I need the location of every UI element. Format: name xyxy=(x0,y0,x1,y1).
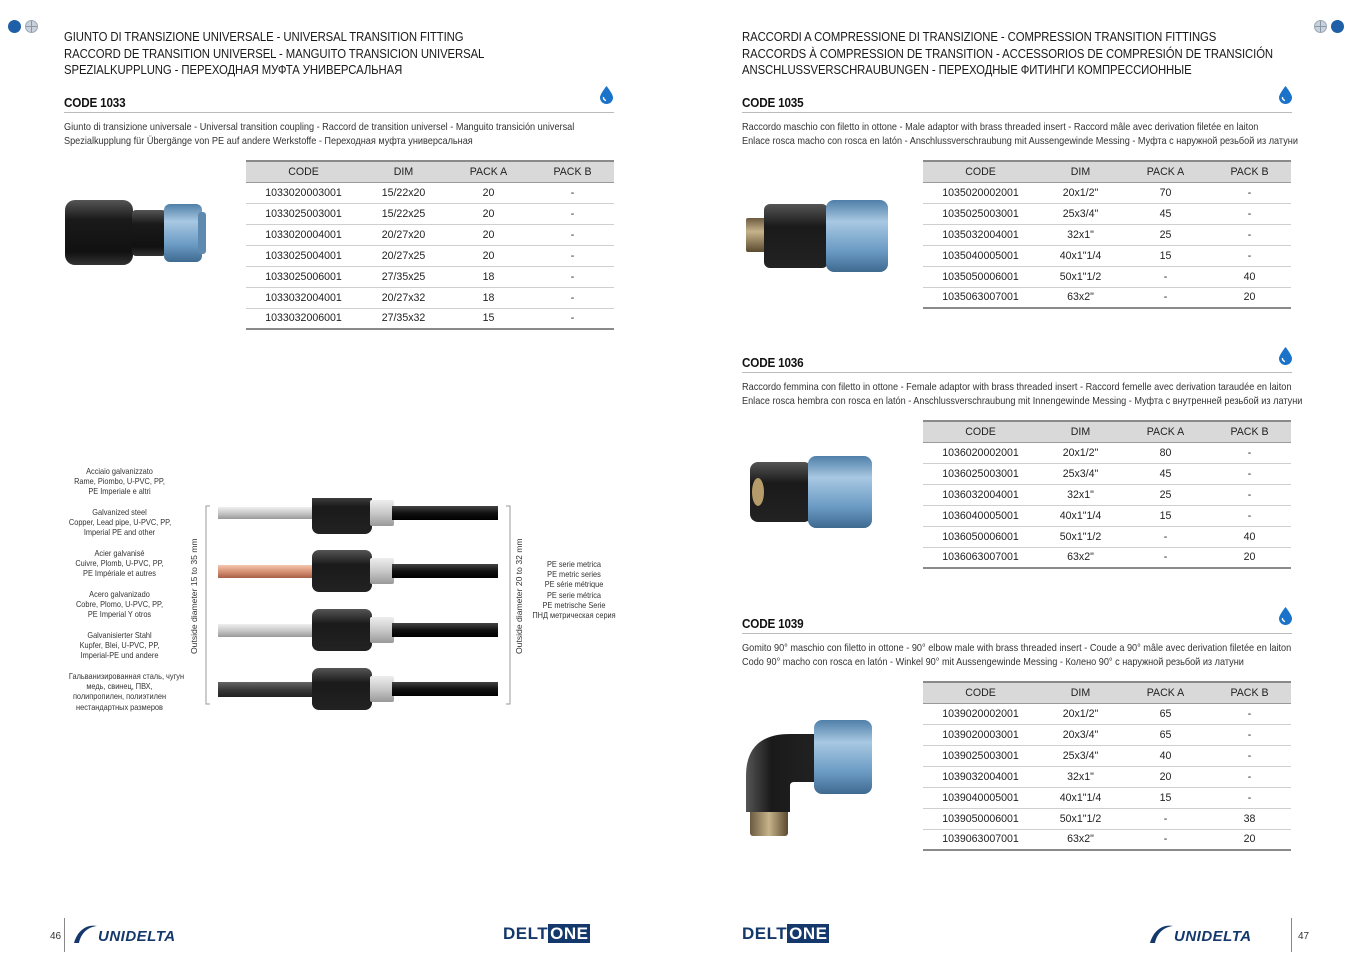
label-line: Imperial-PE und andere xyxy=(80,650,159,661)
table-row xyxy=(923,203,1291,224)
label-line: Rame, Piombo, U-PVC, PP, xyxy=(74,476,165,487)
cell-code: 1036063007001 xyxy=(923,547,1038,568)
cell-code: 1039040005001 xyxy=(923,787,1038,808)
cell-code: 1033020003001 xyxy=(246,182,361,203)
cell-pack-a: 20 xyxy=(446,245,531,266)
label-line: Acero galvanizado xyxy=(89,589,150,599)
section-description xyxy=(742,642,1291,669)
table-row xyxy=(923,724,1291,745)
section-rule xyxy=(742,112,1292,113)
section-rule xyxy=(742,372,1292,373)
left-axis-label: Outside diameter 15 to 35 mm xyxy=(189,538,199,654)
table-row xyxy=(246,245,614,266)
cell-pack-a: 15 xyxy=(1123,245,1208,266)
cell-dim: 40x1"1/4 xyxy=(1038,505,1123,526)
cell-code: 1039025003001 xyxy=(923,745,1038,766)
cell-pack-b: 38 xyxy=(1208,808,1291,829)
cell-pack-a: 45 xyxy=(1123,203,1208,224)
section-description xyxy=(742,381,1302,408)
label-line: медь, свинец, ПВХ, xyxy=(86,681,153,692)
header-line: RACCORDI A COMPRESSIONE DI TRANSIZIONE - COMPRESSION TRANSITION FITTINGS xyxy=(742,30,1217,44)
product-table-1035 xyxy=(923,160,1291,309)
table-row xyxy=(923,182,1291,203)
pipe-row-steel xyxy=(218,498,498,534)
cell-pack-a: 15 xyxy=(446,308,531,329)
cell-pack-b: - xyxy=(1208,463,1291,484)
cell-pack-b: - xyxy=(1208,745,1291,766)
table-row xyxy=(923,829,1291,850)
water-drop-icon xyxy=(1279,607,1292,625)
deltone-logo xyxy=(503,924,590,944)
label-line: Kupfer, Blei, U-PVC, PP, xyxy=(79,640,160,651)
material-label xyxy=(68,671,185,712)
water-drop-icon xyxy=(1279,347,1292,365)
globe-icon xyxy=(1314,20,1327,33)
table-header-row xyxy=(923,682,1291,703)
cell-code: 1033025004001 xyxy=(246,245,361,266)
cell-code: 1033025003001 xyxy=(246,203,361,224)
blue-dot-icon xyxy=(1331,20,1344,33)
page-number: 47 xyxy=(1298,931,1310,942)
table-row xyxy=(923,505,1291,526)
right-axis-label: Outside diameter 20 to 32 mm xyxy=(514,538,524,654)
table-row xyxy=(923,547,1291,568)
female-adaptor-1036-photo xyxy=(744,452,884,532)
section-title: CODE 1039 xyxy=(742,616,804,631)
table-row xyxy=(923,484,1291,505)
pipe-row-pe xyxy=(218,668,498,710)
cell-pack-a: 65 xyxy=(1123,703,1208,724)
cell-pack-a: 18 xyxy=(446,266,531,287)
cell-pack-b: - xyxy=(1208,203,1291,224)
cell-pack-b: - xyxy=(1208,766,1291,787)
table-row xyxy=(923,745,1291,766)
page-header xyxy=(64,29,484,79)
header-line: GIUNTO DI TRANSIZIONE UNIVERSALE - UNIVERSAL TRANSITION FITTING xyxy=(64,30,464,44)
cell-dim: 63x2" xyxy=(1038,287,1123,308)
cell-pack-b: 20 xyxy=(1208,287,1291,308)
cell-dim: 25x3/4" xyxy=(1038,463,1123,484)
table-row xyxy=(923,703,1291,724)
column-header: PACK B xyxy=(1208,682,1291,703)
footer-divider xyxy=(1291,918,1292,952)
cell-pack-b: - xyxy=(1208,505,1291,526)
column-header: PACK A xyxy=(1123,161,1208,182)
blue-dot-icon xyxy=(8,20,21,33)
cell-pack-b: - xyxy=(531,203,614,224)
section-title: CODE 1035 xyxy=(742,95,804,110)
cell-pack-a: 45 xyxy=(1123,463,1208,484)
cell-code: 1035025003001 xyxy=(923,203,1038,224)
header-line: ANSCHLUSSVERSCHRAUBUNGEN - ПЕРЕХОДНЫЕ ФИТИНГИ КОМПРЕССИОННЫЕ xyxy=(742,63,1192,77)
cell-dim: 40x1"1/4 xyxy=(1038,245,1123,266)
cell-code: 1035040005001 xyxy=(923,245,1038,266)
cell-dim: 63x2" xyxy=(1038,547,1123,568)
unidelta-logo xyxy=(1148,923,1252,945)
table-row xyxy=(923,266,1291,287)
label-line: Imperial PE and other xyxy=(83,527,156,538)
label-line: полипропилен, полиэтилен xyxy=(72,691,167,702)
deltone-wordmark-b: ONE xyxy=(789,924,828,943)
cell-dim: 20/27x25 xyxy=(361,245,446,266)
material-label xyxy=(69,589,170,620)
label-line: PE Imperial Y otros xyxy=(87,609,152,620)
pipe-connections-illustration xyxy=(200,498,520,713)
table-row xyxy=(923,766,1291,787)
cell-code: 1036050006001 xyxy=(923,526,1038,547)
page-header xyxy=(742,29,1273,79)
column-header: PACK B xyxy=(1208,161,1291,182)
table-row xyxy=(923,808,1291,829)
cell-pack-b: - xyxy=(1208,484,1291,505)
cell-pack-a: 20 xyxy=(1123,766,1208,787)
table-row xyxy=(923,442,1291,463)
cell-dim: 50x1"1/2 xyxy=(1038,266,1123,287)
table-row xyxy=(246,266,614,287)
unidelta-swoosh-icon xyxy=(1148,923,1174,945)
label-line: Copper, Lead pipe, U-PVC, PP, xyxy=(68,517,172,528)
unidelta-swoosh-icon xyxy=(72,923,98,945)
column-header: CODE xyxy=(923,161,1038,182)
cell-pack-a: 40 xyxy=(1123,745,1208,766)
cell-dim: 15/22x25 xyxy=(361,203,446,224)
label-line: Galvanized steel xyxy=(92,507,147,517)
table-row xyxy=(246,287,614,308)
cell-code: 1036025003001 xyxy=(923,463,1038,484)
cell-pack-b: - xyxy=(1208,224,1291,245)
material-label xyxy=(69,630,170,661)
cell-pack-b: - xyxy=(531,266,614,287)
cell-dim: 27/35x25 xyxy=(361,266,446,287)
column-header: DIM xyxy=(361,161,446,182)
label-line: Cuivre, Plomb, U-PVC, PP, xyxy=(75,558,164,569)
table-header-row xyxy=(246,161,614,182)
globe-icon xyxy=(25,20,38,33)
cell-code: 1039032004001 xyxy=(923,766,1038,787)
unidelta-wordmark: UNIDELTA xyxy=(98,928,176,945)
cell-dim: 50x1"1/2 xyxy=(1038,808,1123,829)
section-title: CODE 1033 xyxy=(64,95,126,110)
page-number: 46 xyxy=(50,931,62,942)
label-line: ПНД метрическая серия xyxy=(532,610,616,621)
cell-dim: 20/27x20 xyxy=(361,224,446,245)
cell-pack-b: 40 xyxy=(1208,526,1291,547)
table-row xyxy=(246,308,614,329)
cell-code: 1039063007001 xyxy=(923,829,1038,850)
cell-dim: 50x1"1/2 xyxy=(1038,526,1123,547)
elbow-1039-photo xyxy=(742,716,872,841)
cell-code: 1039020003001 xyxy=(923,724,1038,745)
section-rule xyxy=(742,633,1292,634)
table-row xyxy=(923,287,1291,308)
cell-dim: 32x1" xyxy=(1038,484,1123,505)
cell-dim: 25x3/4" xyxy=(1038,745,1123,766)
cell-pack-a: 15 xyxy=(1123,505,1208,526)
cell-code: 1039020002001 xyxy=(923,703,1038,724)
unidelta-wordmark: UNIDELTA xyxy=(1174,928,1252,945)
header-line: SPEZIALKUPPLUNG - ПЕРЕХОДНАЯ МУФТА УНИВЕРСАЛЬНАЯ xyxy=(64,63,403,77)
cell-pack-b: - xyxy=(531,224,614,245)
cell-dim: 15/22x20 xyxy=(361,182,446,203)
cell-pack-b: - xyxy=(1208,245,1291,266)
cell-dim: 40x1"1/4 xyxy=(1038,787,1123,808)
desc-line: Raccordo maschio con filetto in ottone - Male adaptor with brass threaded insert - Raccord mâle avec derivation filetée en laiton xyxy=(742,122,1259,133)
table-row xyxy=(246,182,614,203)
desc-line: Raccordo femmina con filetto in ottone - Female adaptor with brass threaded insert - Raccord femelle avec derivation taraudée en laiton xyxy=(742,382,1292,393)
cell-dim: 25x3/4" xyxy=(1038,203,1123,224)
cell-code: 1035050006001 xyxy=(923,266,1038,287)
cell-dim: 20/27x32 xyxy=(361,287,446,308)
table-row xyxy=(923,463,1291,484)
cell-pack-b: - xyxy=(531,308,614,329)
cell-pack-b: 40 xyxy=(1208,266,1291,287)
male-adaptor-1035-photo xyxy=(744,196,896,276)
deltone-wordmark-b: ONE xyxy=(550,924,589,943)
desc-line: Enlace rosca macho con rosca en latón - Anschlussverschraubung mit Aussengewinde Messing - Муфта с наружной резьбой из латуни xyxy=(742,135,1298,147)
label-line: PE série métrique xyxy=(544,579,604,590)
column-header: CODE xyxy=(923,682,1038,703)
column-header: PACK A xyxy=(446,161,531,182)
table-header-row xyxy=(923,421,1291,442)
section-description xyxy=(64,121,574,148)
cell-pack-b: - xyxy=(1208,703,1291,724)
label-line: PE serie métrica xyxy=(546,589,602,600)
pe-series-label xyxy=(530,559,618,620)
footer-divider xyxy=(64,918,65,952)
cell-pack-a: 20 xyxy=(446,224,531,245)
table-row xyxy=(923,787,1291,808)
cell-pack-b: - xyxy=(531,245,614,266)
column-header: PACK B xyxy=(531,161,614,182)
cell-dim: 32x1" xyxy=(1038,766,1123,787)
label-line: PE Imperiale e altri xyxy=(88,486,151,497)
water-drop-icon xyxy=(600,86,613,104)
cell-code: 1033025006001 xyxy=(246,266,361,287)
cell-code: 1035032004001 xyxy=(923,224,1038,245)
column-header: PACK B xyxy=(1208,421,1291,442)
column-header: CODE xyxy=(923,421,1038,442)
section-description xyxy=(742,121,1298,148)
cell-pack-a: - xyxy=(1123,526,1208,547)
desc-line: Gomito 90° maschio con filetto in ottone - 90° elbow male with brass threaded insert - Coude a 90° mâle avec derivation filetée en laiton xyxy=(742,643,1292,654)
table-row xyxy=(246,224,614,245)
desc-line: Giunto di transizione universale - Universal transition coupling - Raccord de transition universel - Manguito transición universal xyxy=(64,122,575,133)
product-table-1039 xyxy=(923,681,1291,851)
header-line: RACCORD DE TRANSITION UNIVERSEL - MANGUITO TRANSICION UNIVERSAL xyxy=(64,46,485,61)
cell-pack-a: - xyxy=(1123,829,1208,850)
cell-pack-a: 20 xyxy=(446,203,531,224)
cell-code: 1033020004001 xyxy=(246,224,361,245)
column-header: PACK A xyxy=(1123,682,1208,703)
language-dots xyxy=(1314,20,1344,33)
cell-pack-a: 80 xyxy=(1123,442,1208,463)
water-drop-icon xyxy=(1279,86,1292,104)
cell-pack-a: 18 xyxy=(446,287,531,308)
desc-line: Enlace rosca hembra con rosca en latón - Anschlussverschraubung mit Innengewinde Messing - Муфта с внутренней резьбой из латуни xyxy=(742,395,1303,407)
cell-dim: 20x1/2" xyxy=(1038,182,1123,203)
label-line: Гальванизированная сталь, чугун xyxy=(68,671,185,681)
cell-pack-a: - xyxy=(1123,287,1208,308)
cell-pack-b: - xyxy=(531,287,614,308)
product-table-1036 xyxy=(923,420,1291,569)
column-header: DIM xyxy=(1038,161,1123,182)
language-dots xyxy=(8,20,38,33)
cell-pack-a: 25 xyxy=(1123,224,1208,245)
cell-pack-b: - xyxy=(1208,182,1291,203)
cell-pack-b: 20 xyxy=(1208,547,1291,568)
cell-code: 1036032004001 xyxy=(923,484,1038,505)
cell-pack-a: 25 xyxy=(1123,484,1208,505)
table-row xyxy=(246,203,614,224)
deltone-logo xyxy=(742,924,829,944)
cell-dim: 27/35x32 xyxy=(361,308,446,329)
label-line: PE metric series xyxy=(547,569,601,580)
cell-code: 1035020002001 xyxy=(923,182,1038,203)
column-header: CODE xyxy=(246,161,361,182)
material-label xyxy=(69,507,170,538)
cell-code: 1033032006001 xyxy=(246,308,361,329)
cell-pack-a: - xyxy=(1123,547,1208,568)
deltone-wordmark-a: DELT xyxy=(742,924,788,943)
cell-pack-a: - xyxy=(1123,266,1208,287)
cell-code: 1036040005001 xyxy=(923,505,1038,526)
cell-pack-a: 20 xyxy=(446,182,531,203)
cell-code: 1035063007001 xyxy=(923,287,1038,308)
unidelta-logo xyxy=(72,923,176,945)
cell-code: 1039050006001 xyxy=(923,808,1038,829)
label-line: Galvanisierter Stahl xyxy=(87,630,152,640)
cell-pack-a: 15 xyxy=(1123,787,1208,808)
label-line: нестандартных размеров xyxy=(76,701,163,712)
desc-line: Spezialkupplung für Übergänge von PE auf andere Werkstoffe - Переходная муфта универсальная xyxy=(64,135,473,147)
label-line: PE Impériale et autres xyxy=(83,568,156,579)
section-rule xyxy=(64,112,614,113)
cell-dim: 20x1/2" xyxy=(1038,703,1123,724)
column-header: DIM xyxy=(1038,682,1123,703)
section-title: CODE 1036 xyxy=(742,355,804,370)
desc-line: Codo 90° macho con rosca en latón - Winkel 90° mit Aussengewinde Messing - Колено 90° с наружной резьбой из латуни xyxy=(742,656,1244,668)
product-table-1033 xyxy=(246,160,614,330)
coupling-1033-photo xyxy=(62,190,212,275)
label-line: Cobre, Plomo, U-PVC, PP, xyxy=(75,599,164,610)
cell-pack-b: - xyxy=(1208,787,1291,808)
cell-pack-b: - xyxy=(1208,442,1291,463)
label-line: PE metrische Serie xyxy=(542,599,606,610)
table-header-row xyxy=(923,161,1291,182)
table-row xyxy=(923,245,1291,266)
label-line: Acier galvanisé xyxy=(94,548,145,558)
header-line: RACCORDS À COMPRESSION DE TRANSITION - ACCESSORIOS DE COMPRESIÓN DE TRANSICIÓN xyxy=(742,46,1274,61)
material-label xyxy=(69,466,170,497)
cell-pack-b: - xyxy=(1208,724,1291,745)
cell-dim: 20x3/4" xyxy=(1038,724,1123,745)
table-row xyxy=(923,224,1291,245)
material-label xyxy=(69,548,170,579)
column-header: PACK A xyxy=(1123,421,1208,442)
right-page xyxy=(678,0,1356,959)
table-row xyxy=(923,526,1291,547)
column-header: DIM xyxy=(1038,421,1123,442)
cell-code: 1036020002001 xyxy=(923,442,1038,463)
pipe-row-copper xyxy=(218,550,498,592)
cell-pack-a: 65 xyxy=(1123,724,1208,745)
cell-pack-a: - xyxy=(1123,808,1208,829)
cell-dim: 32x1" xyxy=(1038,224,1123,245)
cell-pack-b: - xyxy=(531,182,614,203)
pipe-row-pvc xyxy=(218,609,498,651)
cell-pack-b: 20 xyxy=(1208,829,1291,850)
cell-pack-a: 70 xyxy=(1123,182,1208,203)
deltone-wordmark-a: DELT xyxy=(503,924,549,943)
label-line: Acciaio galvanizzato xyxy=(86,466,153,476)
cell-dim: 63x2" xyxy=(1038,829,1123,850)
cell-dim: 20x1/2" xyxy=(1038,442,1123,463)
label-line: PE serie metrica xyxy=(546,559,602,569)
cell-code: 1033032004001 xyxy=(246,287,361,308)
